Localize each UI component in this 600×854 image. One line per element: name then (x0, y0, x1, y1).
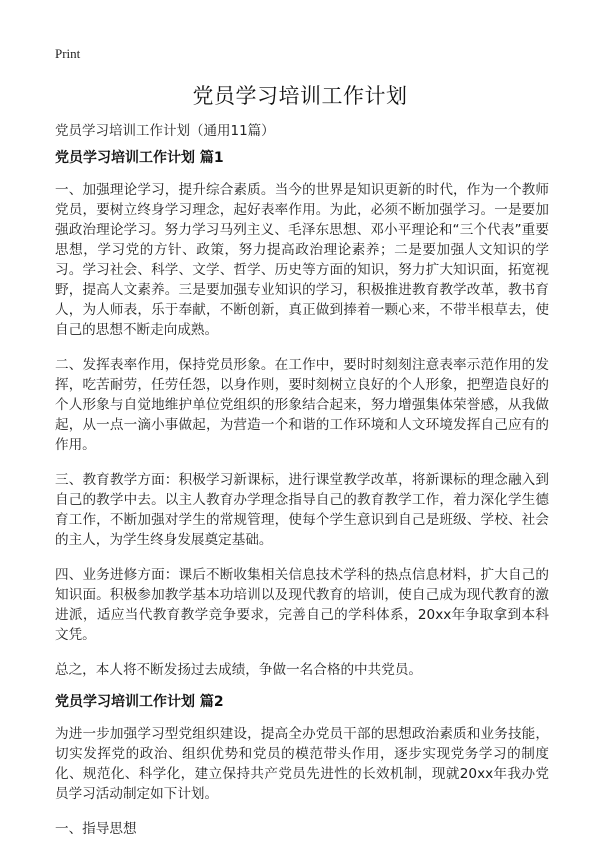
paragraph: 为进一步加强学习型党组织建设，提高全办党员干部的思想政治素质和业务技能，切实发挥党的政治、组织优势和党员的模范带头作用，逐步实现党务学习的制度化、规范化、科学化，建立保持共产党员先进性的长效机制，现就20xx年我办党员学习活动制定如下计划。 (55, 726, 549, 802)
section-1 (55, 148, 549, 680)
paragraph: 二、发挥表率作用，保持党员形象。在工作中，要时时刻刻注意表率示范作用的发挥，吃苦耐劳，任劳任怨，以身作则，要时刻树立良好的个人形象，把塑造良好的个人形象与自觉地维护单位党组织的形象结合起来，努力增强集体荣誉感，从我做起，从一点一滴小事做起，为营造一个和谐的工作环境和人文环境发挥自己应有的作用。 (55, 357, 549, 453)
section-heading: 党员学习培训工作计划 篇1 (55, 150, 224, 166)
paragraph: 一、指导思想 (55, 821, 137, 837)
document-body (55, 148, 549, 854)
paragraph: 一、加强理论学习，提升综合素质。当今的世界是知识更新的时代，作为一个教师党员，要树立终身学习理念，起好表率作用。为此，必须不断加强学习。一是要加强政治理论学习。努力学习马列主义、毛泽东思想、邓小平理论和“三个代表”重要思想，学习党的方针、政策，努力提高政治理论素养；二是要加强人文知识的学习。学习社会、科学、文学、哲学、历史等方面的知识，努力扩大知识面，拓宽视野，提高人文素养。三是要加强专业知识的学习，积极推进教育教学改革，教书育人，为人师表，乐于奉献，不断创新，真正做到捧着一颗心来，不带半根草去，使自己的思想不断走向成熟。 (55, 182, 549, 338)
paragraph: 总之，本人将不断发扬过去成绩，争做一名合格的中共党员。 (55, 662, 423, 678)
section-heading: 党员学习培训工作计划 篇2 (55, 694, 224, 710)
paragraph: 四、业务进修方面：课后不断收集相关信息技术学科的热点信息材料，扩大自己的知识面。积极参加教学基本功培训以及现代教育的培训，使自己成为现代教育的激进派，适应当代教育教学竞争要求，完善自己的学科体系，20xx年争取拿到本科文凭。 (55, 567, 549, 643)
print-link[interactable]: Print (55, 46, 81, 61)
paragraph: 三、教育教学方面：积极学习新课标，进行课堂教学改革，将新课标的理念融入到自己的教学中去。以主人教育办学理念指导自己的教育教学工作，着力深化学生德育工作，不断加强对学生的常规管理，使每个学生意识到自己是班级、学校、社会的主人，为学生终身发展奠定基础。 (55, 472, 549, 548)
document-subtitle: 党员学习培训工作计划（通用11篇） (55, 123, 275, 139)
section-2 (55, 692, 549, 839)
document-title: 党员学习培训工作计划 (192, 84, 408, 108)
